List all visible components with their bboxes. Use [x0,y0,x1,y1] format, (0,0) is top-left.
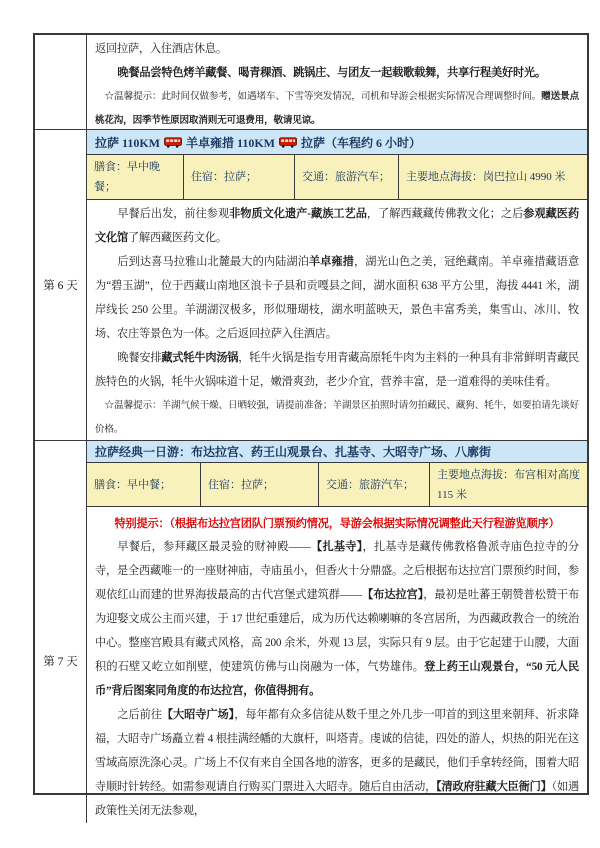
bus-icon [164,137,182,148]
row-continuation [35,35,587,130]
day7-paragraph: 之后前往【大昭寺广场】，每年都有众多信徒从数千里之外几步一叩首的到这里来朝拜、祈求降福，大昭寺广场矗立着 4 根挂满经幡的大旗杆，叫塔青。虔诚的信徒，四处的游人，炽热的阳光在这雪域高原洗涤心灵。广场上不仅有来自全国各地的游客，更多的是藏民，他们手拿转经筒，围着大昭寺顺时针转经。如需参观请自行购买门票进入大昭寺。随后自由活动，【清政府驻藏大臣衙门】（如遇政策性关闭无法参观， [95,709,579,817]
special-notice: 特别提示：（根据布达拉宫团队门票预约情况，导游会根据实际情况调整此天行程游览顺序） [114,518,560,530]
day6-paragraph: 后到达喜马拉雅山北麓最大的内陆湖泊羊卓雍措，湖光山色之美，冠绝藏南。羊卓雍措藏语意为“碧玉湖”，位于西藏山南地区浪卡子县和贡嘎县之间，湖水面积 638 平方公里，海拔 4441 米，湖岸线长 250 公里。羊湖湖汊极多，形似珊瑚枝，湖水明蓝映天，景色丰富秀美，集雪山、冰川、牧场、农庄等景色为一体。之后返回拉萨入住酒店。 [95,256,579,340]
lodging-cell: 住宿：拉萨； [201,463,319,506]
day7-paragraph: 早餐后，参拜藏区最灵验的财神殿——【扎基寺】，扎基寺是藏传佛教格鲁派寺庙色拉寺的分寺，是全西藏唯一的一座财神庙，寺庙虽小，但香火十分鼎盛。之后根据布达拉宫门票预约时间，参观依红山而建的世界海拔最高的古代宫堡式建筑群——【布达拉宫】，最初是吐蕃王朝赞普松赞干布为迎娶文成公主而兴建，于 17 世纪重建后，成为历代达赖喇嘛的冬宫居所，为西藏政教合一的统治中心。整座宫殿具有藏式风格，高 200 余米，外观 13 层，实际只有 9 层。由于它起建于山腰，大面积的石壁又屹立如削壁，使建筑仿佛与山岗融为一体，气势雄伟。登上药王山观景台，“50 元人民币”背后图案同角度的布达拉宫，你值得拥有。 [95,541,580,697]
day6-route-header: 拉萨 110KM 羊卓雍措 110KM 拉萨（车程约 6 小时） [87,130,587,155]
row-day6 [35,130,587,441]
day6-description [87,200,587,440]
transport-cell: 交通：旅游汽车； [295,155,399,199]
continuation-line: 返回拉萨，入住酒店休息。 [95,43,227,55]
altitude-cell: 主要地点海拔：岗巴拉山 4990 米 [406,171,566,183]
itinerary-table [33,33,589,817]
meals-cell: 膳食：早中餐； [87,463,201,506]
dinner-highlight-line: 晚餐品尝特色烤羊藏餐、喝青稞酒、跳锅庄、与团友一起载歌载舞，共享行程美好时光。 [117,67,546,79]
day7-route-header [87,441,587,463]
day6-label: 第 6 天 [43,280,78,292]
day-cell-empty [35,35,87,129]
bus-icon [279,137,297,148]
row-day7 [35,441,587,823]
day6-paragraph: 早餐后出发，前往参观非物质文化遗产-藏族工艺品，了解西藏藏传佛教文化；之后参观藏医药文化馆了解西藏医药文化。 [95,208,579,244]
day7-label: 第 7 天 [43,656,78,668]
day6-info-row [87,155,587,200]
altitude-cell: 主要地点海拔：布宫相对高度 115 米 [437,468,580,501]
day6-paragraph: 晚餐安排藏式牦牛肉汤锅，牦牛火锅是指专用青藏高原牦牛肉为主料的一种具有非常鲜明青藏民族特色的火锅，牦牛火锅味道十足，嫩滑爽劲，老少介宜，营养丰富，是一道难得的美味佳肴。 [95,352,579,388]
lodging-cell: 住宿：拉萨； [184,155,295,199]
day6-notice-line: ☆温馨提示：羊湖气候干燥、日晒较强，请提前准备；羊湖景区拍照时请勿拍藏民、藏狗、牦牛，如要拍请先谈好价格。 [95,400,579,435]
day7-route-title: 拉萨经典一日游：布达拉宫、药王山观景台、扎基寺、大昭寺广场、八廓街 [95,445,492,459]
day7-description [87,507,587,823]
continuation-text [87,35,587,129]
transport-cell: 交通：旅游汽车； [319,463,430,506]
notice-line: ☆温馨提示：此时间仅做参考，如遇堵车、下雪等突发情况，司机和导游会根据实际情况合理调整时间。赠送景点桃花沟，因季节性原因取消则无可退费用，敬请见谅。 [95,91,579,126]
day7-info-row [87,463,587,507]
meals-cell: 膳食：早中晚餐； [87,155,184,199]
day6-label-cell [35,130,87,440]
day7-label-cell [35,441,87,823]
